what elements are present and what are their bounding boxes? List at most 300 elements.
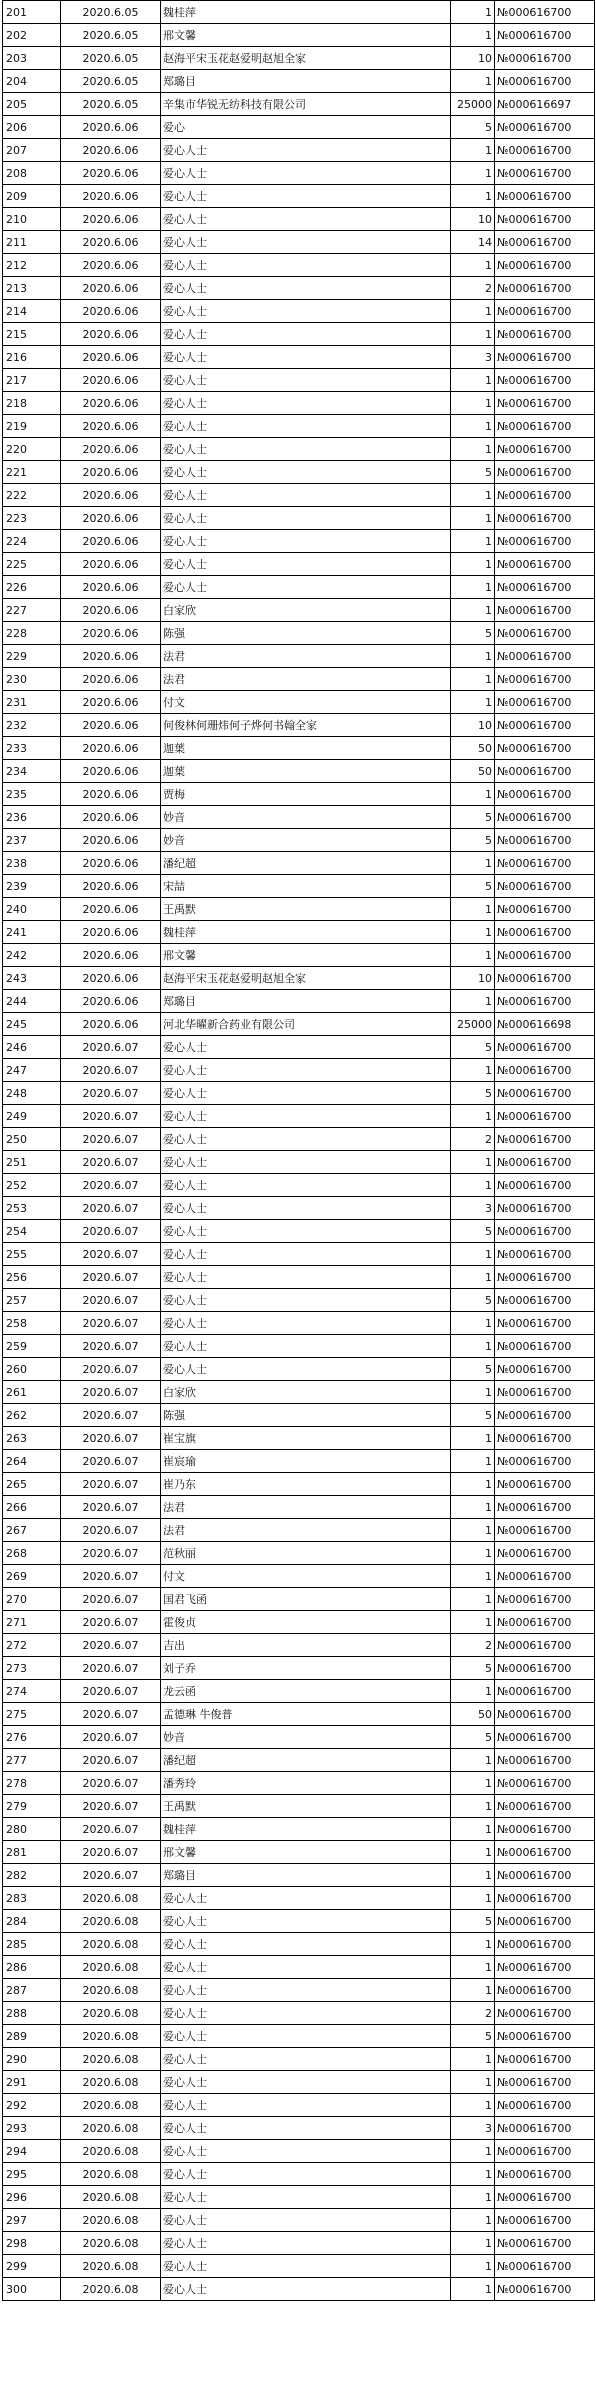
donor-name: 崔宝旗 [161,1427,451,1450]
table-row [3,1979,595,2002]
donation-date: 2020.6.08 [61,2232,161,2255]
donation-date: 2020.6.06 [61,484,161,507]
donation-amount: 2 [451,277,495,300]
table-row [3,1588,595,1611]
receipt-number: №000616700 [495,852,595,875]
receipt-number: №000616700 [495,1450,595,1473]
donation-date: 2020.6.06 [61,139,161,162]
table-row [3,1496,595,1519]
donor-name: 爱心人士 [161,1174,451,1197]
donor-name: 霍俊贞 [161,1611,451,1634]
receipt-number: №000616700 [495,668,595,691]
row-number: 233 [3,737,61,760]
donation-date: 2020.6.07 [61,1864,161,1887]
row-number: 249 [3,1105,61,1128]
table-row [3,806,595,829]
donation-amount: 1 [451,1565,495,1588]
table-row [3,346,595,369]
donation-date: 2020.6.08 [61,2278,161,2301]
receipt-number: №000616700 [495,70,595,93]
table-row [3,668,595,691]
donor-name: 王禹默 [161,898,451,921]
donation-date: 2020.6.06 [61,967,161,990]
donation-amount: 1 [451,2186,495,2209]
row-number: 265 [3,1473,61,1496]
table-row [3,829,595,852]
donor-name: 崔乃东 [161,1473,451,1496]
donor-name: 爱心人士 [161,369,451,392]
row-number: 297 [3,2209,61,2232]
donor-name: 爱心人士 [161,484,451,507]
donation-amount: 1 [451,1519,495,1542]
donation-date: 2020.6.07 [61,1266,161,1289]
donation-amount: 5 [451,1404,495,1427]
row-number: 273 [3,1657,61,1680]
donor-name: 爱心人士 [161,1105,451,1128]
donation-amount: 1 [451,1312,495,1335]
receipt-number: №000616700 [495,507,595,530]
donor-name: 河北华曜新合药业有限公司 [161,1013,451,1036]
table-row [3,254,595,277]
donor-name: 贾梅 [161,783,451,806]
donation-date: 2020.6.06 [61,944,161,967]
table-row [3,553,595,576]
donation-date: 2020.6.07 [61,1818,161,1841]
row-number: 206 [3,116,61,139]
donation-amount: 50 [451,737,495,760]
donation-amount: 5 [451,1726,495,1749]
donation-date: 2020.6.06 [61,760,161,783]
table-row [3,185,595,208]
row-number: 216 [3,346,61,369]
receipt-number: №000616700 [495,714,595,737]
receipt-number: №000616700 [495,1588,595,1611]
donation-amount: 1 [451,990,495,1013]
donation-amount: 50 [451,1703,495,1726]
donation-table-body [3,1,595,2301]
table-row [3,1542,595,1565]
donor-name: 魏桂萍 [161,1,451,24]
donation-amount: 1 [451,1266,495,1289]
row-number: 245 [3,1013,61,1036]
receipt-number: №000616700 [495,1657,595,1680]
table-row [3,24,595,47]
row-number: 271 [3,1611,61,1634]
table-row [3,645,595,668]
table-row [3,2025,595,2048]
donor-name: 爱心人士 [161,277,451,300]
row-number: 261 [3,1381,61,1404]
donation-date: 2020.6.07 [61,1404,161,1427]
table-row [3,622,595,645]
table-row [3,2071,595,2094]
donor-name: 邢文馨 [161,24,451,47]
donor-name: 刘子乔 [161,1657,451,1680]
donor-name: 爱心人士 [161,1358,451,1381]
receipt-number: №000616700 [495,2278,595,2301]
donation-date: 2020.6.07 [61,1726,161,1749]
table-row [3,1289,595,1312]
donation-amount: 5 [451,1082,495,1105]
donation-amount: 1 [451,139,495,162]
donation-date: 2020.6.05 [61,47,161,70]
donor-name: 陈强 [161,1404,451,1427]
donation-amount: 1 [451,691,495,714]
receipt-number: №000616700 [495,1496,595,1519]
row-number: 213 [3,277,61,300]
donation-date: 2020.6.07 [61,1151,161,1174]
donation-date: 2020.6.07 [61,1427,161,1450]
row-number: 267 [3,1519,61,1542]
table-row [3,714,595,737]
receipt-number: №000616700 [495,576,595,599]
donor-name: 爱心人士 [161,530,451,553]
donor-name: 潘纪超 [161,852,451,875]
receipt-number: №000616700 [495,875,595,898]
donor-name: 付文 [161,1565,451,1588]
row-number: 240 [3,898,61,921]
donor-name: 爱心人士 [161,1128,451,1151]
row-number: 283 [3,1887,61,1910]
row-number: 277 [3,1749,61,1772]
donation-date: 2020.6.07 [61,1450,161,1473]
receipt-number: №000616700 [495,24,595,47]
table-row [3,1335,595,1358]
donation-amount: 1 [451,1105,495,1128]
row-number: 222 [3,484,61,507]
table-row [3,1703,595,1726]
table-row [3,1795,595,1818]
table-row [3,2163,595,2186]
donation-amount: 1 [451,2278,495,2301]
row-number: 266 [3,1496,61,1519]
receipt-number: №000616700 [495,1082,595,1105]
table-row [3,1,595,24]
receipt-number: №000616700 [495,944,595,967]
row-number: 293 [3,2117,61,2140]
donor-name: 爱心人士 [161,2117,451,2140]
donation-date: 2020.6.06 [61,162,161,185]
row-number: 236 [3,806,61,829]
receipt-number: №000616700 [495,438,595,461]
row-number: 241 [3,921,61,944]
row-number: 219 [3,415,61,438]
table-row [3,1105,595,1128]
donor-name: 王禹默 [161,1795,451,1818]
table-row [3,1220,595,1243]
table-row [3,415,595,438]
row-number: 288 [3,2002,61,2025]
donation-amount: 3 [451,346,495,369]
donation-date: 2020.6.07 [61,1634,161,1657]
table-row [3,1634,595,1657]
receipt-number: №000616700 [495,392,595,415]
donation-amount: 2 [451,2002,495,2025]
table-row [3,1657,595,1680]
row-number: 253 [3,1197,61,1220]
table-row [3,1059,595,1082]
receipt-number: №000616700 [495,1979,595,2002]
receipt-number: №000616700 [495,415,595,438]
receipt-number: №000616700 [495,967,595,990]
donation-amount: 1 [451,645,495,668]
donation-amount: 1 [451,1335,495,1358]
donor-name: 法君 [161,645,451,668]
row-number: 272 [3,1634,61,1657]
receipt-number: №000616700 [495,2255,595,2278]
receipt-number: №000616700 [495,1036,595,1059]
donor-name: 爱心人士 [161,576,451,599]
table-row [3,1818,595,1841]
table-row [3,369,595,392]
donation-amount: 1 [451,300,495,323]
donation-amount: 10 [451,714,495,737]
row-number: 242 [3,944,61,967]
row-number: 299 [3,2255,61,2278]
donor-name: 爱心人士 [161,2232,451,2255]
donation-amount: 5 [451,1358,495,1381]
receipt-number: №000616700 [495,829,595,852]
donation-amount: 1 [451,70,495,93]
table-row [3,1358,595,1381]
receipt-number: №000616700 [495,1427,595,1450]
donation-amount: 1 [451,668,495,691]
donor-name: 爱心人士 [161,346,451,369]
donation-date: 2020.6.06 [61,438,161,461]
donation-amount: 5 [451,1657,495,1680]
donation-amount: 1 [451,2209,495,2232]
donor-name: 爱心人士 [161,2140,451,2163]
receipt-number: №000616700 [495,484,595,507]
donor-name: 爱心人士 [161,2255,451,2278]
table-row [3,231,595,254]
donation-date: 2020.6.07 [61,1220,161,1243]
table-row [3,484,595,507]
row-number: 257 [3,1289,61,1312]
row-number: 208 [3,162,61,185]
donation-date: 2020.6.07 [61,1128,161,1151]
row-number: 284 [3,1910,61,1933]
table-row [3,507,595,530]
receipt-number: №000616700 [495,1404,595,1427]
donor-name: 魏桂萍 [161,1818,451,1841]
donation-amount: 50 [451,760,495,783]
table-row [3,921,595,944]
receipt-number: №000616700 [495,254,595,277]
donation-amount: 1 [451,921,495,944]
donation-amount: 5 [451,116,495,139]
row-number: 252 [3,1174,61,1197]
receipt-number: №000616700 [495,806,595,829]
table-row [3,1611,595,1634]
donation-amount: 2 [451,1634,495,1657]
donation-amount: 1 [451,1059,495,1082]
donation-amount: 2 [451,1128,495,1151]
donation-amount: 1 [451,1841,495,1864]
donor-name: 爱心人士 [161,1289,451,1312]
donor-name: 爱心人士 [161,2186,451,2209]
donor-name: 魏桂萍 [161,921,451,944]
donation-date: 2020.6.06 [61,829,161,852]
donation-amount: 1 [451,438,495,461]
donor-name: 爱心人士 [161,1151,451,1174]
receipt-number: №000616700 [495,1565,595,1588]
table-row [3,737,595,760]
donor-name: 妙音 [161,1726,451,1749]
donation-amount: 1 [451,1243,495,1266]
table-row [3,1726,595,1749]
donation-date: 2020.6.06 [61,116,161,139]
donation-date: 2020.6.06 [61,806,161,829]
donation-date: 2020.6.07 [61,1795,161,1818]
row-number: 243 [3,967,61,990]
table-row [3,2186,595,2209]
donation-date: 2020.6.06 [61,714,161,737]
donation-amount: 1 [451,852,495,875]
row-number: 202 [3,24,61,47]
donation-amount: 1 [451,2048,495,2071]
receipt-number: №000616700 [495,530,595,553]
donation-amount: 5 [451,622,495,645]
table-row [3,1680,595,1703]
receipt-number: №000616698 [495,1013,595,1036]
donation-date: 2020.6.08 [61,2002,161,2025]
donation-date: 2020.6.08 [61,2071,161,2094]
receipt-number: №000616700 [495,1128,595,1151]
donor-name: 爱心人士 [161,139,451,162]
row-number: 221 [3,461,61,484]
donation-amount: 1 [451,2071,495,2094]
donor-name: 迦葉 [161,737,451,760]
donation-amount: 14 [451,231,495,254]
donation-date: 2020.6.08 [61,2094,161,2117]
donation-date: 2020.6.07 [61,1335,161,1358]
row-number: 254 [3,1220,61,1243]
row-number: 300 [3,2278,61,2301]
receipt-number: №000616700 [495,737,595,760]
donation-date: 2020.6.05 [61,1,161,24]
row-number: 239 [3,875,61,898]
row-number: 227 [3,599,61,622]
donation-amount: 1 [451,1542,495,1565]
donation-date: 2020.6.06 [61,576,161,599]
donation-amount: 1 [451,1,495,24]
donation-amount: 1 [451,1496,495,1519]
donation-date: 2020.6.06 [61,507,161,530]
row-number: 280 [3,1818,61,1841]
row-number: 281 [3,1841,61,1864]
donation-date: 2020.6.06 [61,553,161,576]
donation-date: 2020.6.06 [61,530,161,553]
receipt-number: №000616700 [495,1841,595,1864]
donation-date: 2020.6.06 [61,990,161,1013]
donation-amount: 1 [451,507,495,530]
receipt-number: №000616700 [495,1887,595,1910]
donation-date: 2020.6.07 [61,1105,161,1128]
donor-name: 爱心人士 [161,507,451,530]
receipt-number: №000616700 [495,1059,595,1082]
receipt-number: №000616700 [495,1473,595,1496]
donation-amount: 1 [451,576,495,599]
receipt-number: №000616700 [495,1933,595,1956]
donor-name: 崔宸瑜 [161,1450,451,1473]
donation-date: 2020.6.07 [61,1542,161,1565]
row-number: 237 [3,829,61,852]
receipt-number: №000616700 [495,1542,595,1565]
row-number: 220 [3,438,61,461]
table-row [3,990,595,1013]
table-row [3,323,595,346]
donation-amount: 1 [451,1381,495,1404]
donation-amount: 1 [451,415,495,438]
receipt-number: №000616700 [495,185,595,208]
receipt-number: №000616700 [495,2140,595,2163]
row-number: 263 [3,1427,61,1450]
table-row [3,2117,595,2140]
donation-date: 2020.6.07 [61,1703,161,1726]
donor-name: 爱心人士 [161,1243,451,1266]
row-number: 275 [3,1703,61,1726]
donation-amount: 1 [451,2140,495,2163]
donation-date: 2020.6.07 [61,1082,161,1105]
donation-amount: 1 [451,1588,495,1611]
donor-name: 爱心人士 [161,1059,451,1082]
table-row [3,208,595,231]
donation-date: 2020.6.08 [61,2255,161,2278]
table-row [3,1427,595,1450]
donation-table [2,0,595,2301]
donor-name: 妙音 [161,829,451,852]
donation-date: 2020.6.07 [61,1565,161,1588]
donation-date: 2020.6.06 [61,875,161,898]
donation-amount: 1 [451,1956,495,1979]
donor-name: 郑璐目 [161,70,451,93]
donor-name: 爱心 [161,116,451,139]
receipt-number: №000616700 [495,1174,595,1197]
row-number: 259 [3,1335,61,1358]
donation-amount: 1 [451,898,495,921]
donor-name: 白家欣 [161,599,451,622]
donation-amount: 1 [451,1473,495,1496]
receipt-number: №000616700 [495,2163,595,2186]
donor-name: 白家欣 [161,1381,451,1404]
donation-date: 2020.6.06 [61,645,161,668]
donation-amount: 10 [451,47,495,70]
receipt-number: №000616700 [495,599,595,622]
receipt-number: №000616700 [495,1381,595,1404]
row-number: 255 [3,1243,61,1266]
row-number: 204 [3,70,61,93]
donation-amount: 1 [451,1427,495,1450]
donation-date: 2020.6.07 [61,1036,161,1059]
donation-amount: 3 [451,2117,495,2140]
donor-name: 爱心人士 [161,2025,451,2048]
donation-date: 2020.6.05 [61,93,161,116]
donation-amount: 5 [451,829,495,852]
table-row [3,1404,595,1427]
donation-amount: 1 [451,1772,495,1795]
row-number: 268 [3,1542,61,1565]
donation-date: 2020.6.06 [61,392,161,415]
receipt-number: №000616700 [495,2186,595,2209]
donation-date: 2020.6.08 [61,2209,161,2232]
row-number: 298 [3,2232,61,2255]
row-number: 244 [3,990,61,1013]
donor-name: 付文 [161,691,451,714]
donation-date: 2020.6.07 [61,1381,161,1404]
row-number: 234 [3,760,61,783]
table-row [3,162,595,185]
